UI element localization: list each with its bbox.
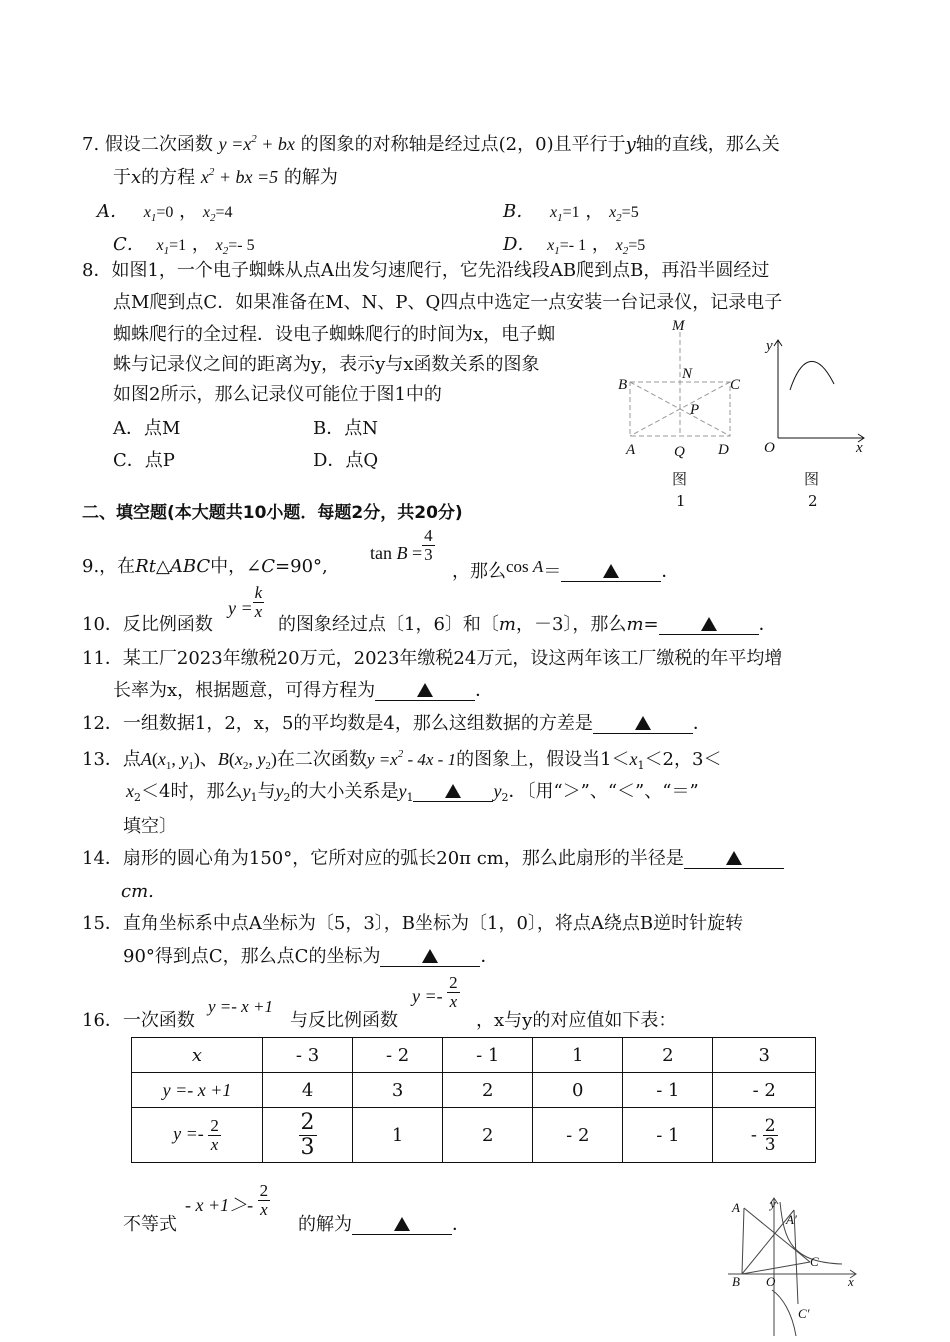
q7-option-a: A． $x_1=0$ ， $x_2=4$ [97, 201, 233, 224]
figure-1 [610, 312, 750, 512]
q7-line1: 7. 假设二次函数 $y =x^2$ + bx 的图象的对称轴是经过点(2，0)且平行于y轴的直线，那么关 [82, 133, 780, 155]
q14-line1: 14．扇形的圆心角为150°，它所对应的弧长20π cm，那么此扇形的半径是 [82, 846, 784, 872]
svg-text:C′: C′ [798, 1306, 810, 1321]
q8-option-a: A．点M [113, 418, 181, 439]
q13-line1: 13．点$A(x_1$, $y_1$)、$B(x_2$, $y_2$)在二次函数$y =x^2 - 4x - 1$的图象上，假设当$1<x_1<2$，3＜ [82, 748, 722, 772]
q10-function: y = $\frac{k}{x}$ [228, 583, 263, 621]
table-row: y =- x +1 4 3 2 0 - 1 - 2 [132, 1073, 816, 1108]
answer-blank[interactable] [561, 559, 661, 582]
q13-line3: 填空〕 [123, 816, 177, 837]
svg-text:y: y [766, 338, 773, 354]
answer-blank[interactable] [659, 612, 759, 635]
value-table [131, 1037, 816, 1163]
q7-line2: 于x的方程 $x^2$ + bx =5 的解为 [113, 166, 338, 188]
answer-triangle-icon [635, 716, 651, 730]
svg-text:图: 图 [804, 470, 820, 488]
q16-line: 16．一次函数 [82, 1010, 195, 1031]
q8-option-b: B．点N [313, 418, 378, 439]
answer-triangle-icon [603, 564, 619, 578]
answer-triangle-icon [701, 617, 717, 631]
svg-text:P: P [690, 402, 700, 418]
svg-text:A: A [732, 1200, 740, 1215]
q13-line2: $x_2<4$时，那么$y_1$与$y_2$的大小关系是$y_1$ $y_2$．〔用“＞”、“＜”、“＝” [126, 781, 699, 804]
answer-triangle-icon [445, 784, 461, 798]
section-2-heading: 二、填空题(本大题共10小题．每题2分，共20分) [82, 503, 463, 523]
q15-line1: 15．直角坐标系中点A坐标为〔5，3〕，B坐标为〔1，0〕，将点A绕点B逆时针旋转 [82, 913, 744, 934]
svg-text:A′: A′ [786, 1212, 797, 1227]
table-cell-two-thirds: $\frac{2}{3}$ [263, 1108, 353, 1163]
q16-inequality-tail: 的解为 ． [298, 1214, 470, 1235]
answer-blank[interactable] [593, 711, 693, 734]
q8-line3: 蜘蛛爬行的全过程．设电子蜘蛛爬行的时间为x，电子蜘 [113, 324, 556, 345]
q10-line: 10．反比例函数 [82, 614, 213, 635]
table-row: x - 3 - 2 - 1 1 2 3 [132, 1038, 816, 1073]
answer-triangle-icon [726, 851, 742, 865]
svg-text:B: B [618, 377, 628, 393]
svg-text:A: A [626, 442, 636, 458]
svg-text:C: C [730, 377, 741, 393]
q16-inequality-label: 不等式 [123, 1214, 177, 1235]
q7-option-b: B． $x_1=1$ ， $x_2=5$ [503, 201, 639, 224]
q11-line1: 11．某工厂2023年缴税20万元，2023年缴税24万元，设这两年该工厂缴税的年平均增 [82, 648, 783, 669]
q7-equation: $x^2$ + bx =5 [200, 166, 279, 187]
svg-text:N: N [682, 366, 693, 382]
svg-text:y: y [770, 1196, 776, 1211]
q12-line: 12．一组数据1，2，x，5的平均数是4，那么这组数据的方差是 ． [82, 713, 711, 734]
q15-line2: 90°得到点C，那么点C的坐标为 ． [123, 946, 499, 967]
answer-blank[interactable] [684, 846, 784, 869]
q16-linear: y =- x +1 [208, 997, 273, 1016]
answer-triangle-icon [417, 683, 433, 697]
q9-tail: ，那么cos A＝ ． [452, 557, 680, 582]
q16-tail: ，x与y的对应值如下表： [476, 1010, 677, 1031]
q8-option-d: D．点Q [313, 450, 379, 471]
q9-tan: tan B = $\frac{4}{3}$ [370, 526, 433, 564]
answer-blank[interactable] [380, 944, 480, 967]
q14-line2: cm. [121, 881, 154, 902]
q7-function: $y =x^2$ + bx [218, 133, 295, 154]
q8-line2: 点M爬到点C．如果准备在M、N、P、Q四点中选定一点安装一台记录仪，记录电子 [113, 292, 783, 313]
answer-blank[interactable] [413, 779, 493, 802]
svg-text:O: O [764, 440, 775, 456]
answer-triangle-icon [422, 949, 438, 963]
q8-line4: 蛛与记录仪之间的距离为y，表示y与x函数关系的图象 [113, 354, 540, 375]
q8-line5: 如图2所示，那么记录仪可能位于图1中的 [113, 384, 442, 405]
table-row: y =- $\frac{2}{x}$ $\frac{2}{3}$ 1 2 - 2 - 1 - $\frac{2}{3}$ [132, 1108, 816, 1163]
answer-blank[interactable] [352, 1212, 452, 1235]
q8-line1: 8．如图1，一个电子蜘蛛从点A出发匀速爬行，它先沿线段AB爬到点B，再沿半圆经过 [82, 260, 770, 281]
svg-text:x: x [856, 440, 863, 456]
svg-text:Q: Q [674, 444, 685, 460]
svg-text:M: M [672, 318, 685, 334]
q7-option-d: D． $x_1=-$ 1 ， $x_2=5$ [503, 234, 646, 257]
figure-2 [760, 334, 870, 514]
figure-3 [722, 1192, 862, 1342]
svg-text:图: 图 [672, 470, 688, 488]
svg-text:1: 1 [676, 492, 686, 510]
svg-text:B: B [732, 1274, 740, 1289]
table-cell-neg-two-thirds: - $\frac{2}{3}$ [713, 1108, 816, 1163]
q7-option-c: C． $x_1=1$ ， $x_2=-$ 5 [113, 234, 255, 257]
q16-inverse: y =- $\frac{2}{x}$ [412, 973, 458, 1011]
q16-mid: 与反比例函数 [290, 1010, 398, 1031]
svg-text:O: O [766, 1274, 776, 1289]
answer-blank[interactable] [375, 678, 475, 701]
svg-text:C: C [810, 1254, 819, 1269]
q16-inequality: - x +1＞- $\frac{2}{x}$ [185, 1181, 269, 1219]
svg-text:D: D [718, 442, 729, 458]
q8-option-c: C．点P [113, 450, 175, 471]
svg-text:2: 2 [808, 492, 818, 510]
svg-text:x: x [848, 1274, 854, 1289]
q11-line2: 长率为x，根据题意，可得方程为 ． [113, 680, 494, 701]
answer-triangle-icon [394, 1217, 410, 1231]
q9-line: 9.，在Rt△ABC中，∠C=90°, [82, 556, 328, 577]
q10-tail: 的图象经过点〔1，6〕和〔m，－3〕，那么m= ． [278, 614, 777, 635]
